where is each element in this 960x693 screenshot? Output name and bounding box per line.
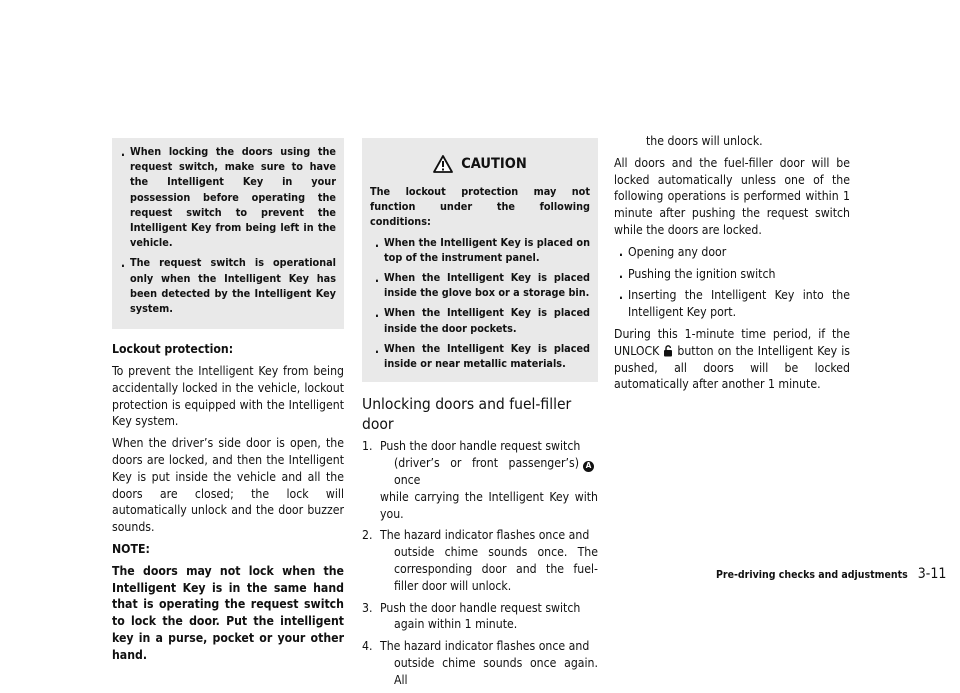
warning-triangle-icon — [433, 155, 453, 173]
step-number: 2. — [362, 528, 373, 543]
column-right — [614, 133, 850, 398]
step-text: Push the door handle request switch — [380, 439, 581, 454]
caution-intro: The lockout protection may not function under the following conditions: — [370, 185, 590, 229]
step-text: Push the door handle request switch — [380, 600, 581, 615]
footer-section-title: Pre-driving checks and adjustments — [716, 569, 908, 581]
caution-item: When the Intelligent Key is placed on top of the instrument panel. — [384, 235, 590, 264]
bullet: . — [374, 306, 380, 321]
caution-box — [362, 138, 598, 382]
step-1 — [362, 438, 598, 522]
step-number: 1. — [362, 439, 373, 454]
list-item — [116, 144, 336, 250]
caution-item: When the Intelligent Key is placed inside the glove box or a storage bin. — [384, 271, 590, 300]
list-item — [370, 235, 590, 265]
page-footer — [716, 563, 946, 582]
list-text: Inserting the Intelligent Key into the Intelligent Key port. — [628, 288, 850, 320]
step-text-cont: outside chime sounds once again. All — [394, 655, 598, 687]
list-item — [370, 270, 590, 300]
bullet: . — [120, 256, 126, 271]
list-item — [370, 305, 590, 335]
bullet: . — [374, 341, 380, 356]
bullet: . — [374, 271, 380, 286]
page-number: 3-11 — [917, 566, 947, 582]
list-text: Opening any door — [628, 244, 727, 259]
paragraph: All doors and the fuel-filler door will be locked automatically unless one of the following operations is performed within 1 minute after pushing the request switch while the doors are locked. — [614, 155, 850, 237]
bullet: . — [618, 288, 624, 303]
step-text-cont: while carrying the Intelligent Key with you. — [380, 489, 598, 521]
step-number: 4. — [362, 639, 373, 654]
column-left — [112, 140, 344, 669]
step-2 — [362, 527, 598, 594]
step-text: The hazard indicator flashes once and — [380, 639, 590, 654]
step-4-continuation: the doors will unlock. — [646, 134, 763, 148]
list-text: Pushing the ignition switch — [628, 266, 776, 281]
bullet: . — [120, 145, 126, 159]
callout-a-icon: A — [583, 461, 594, 472]
column-middle — [362, 140, 598, 693]
important-note-box — [112, 138, 344, 329]
paragraph: To prevent the Intelligent Key from being accidentally locked in the vehicle, lockout protection is equipped with the Intelligent Key system. — [112, 364, 344, 429]
note-label: NOTE: — [112, 542, 150, 556]
bullet: . — [618, 244, 624, 259]
list-item — [370, 341, 590, 371]
list-item — [614, 287, 850, 321]
paragraph: During this 1-minute time period, if the UNLOCK button on the Intelligent Key is pushed, all doors will be locked automatically after another 1 minute. — [614, 326, 850, 392]
bullet: . — [618, 266, 624, 281]
step-number: 3. — [362, 600, 373, 615]
list-item — [614, 244, 850, 261]
step-text-cont: (driver’s or front passenger’s) Aonce — [380, 455, 598, 489]
step-4 — [362, 638, 598, 688]
note-text: The doors may not lock when the Intelligent Key is in the same hand that is operating the request switch to lock the door. Put the intelligent key in a purse, pocket or your other hand. — [112, 563, 344, 662]
step-text: The hazard indicator flashes once and — [380, 528, 590, 543]
caution-header — [370, 144, 590, 184]
note-text: The request switch is operational only when the Intelligent Key has been detected by the Intelligent Key system. — [130, 256, 336, 316]
unlock-icon — [663, 345, 673, 357]
caution-item: When the Intelligent Key is placed inside the door pockets. — [384, 306, 590, 335]
step-text-cont: again within 1 minute. — [394, 617, 518, 632]
note-text: When locking the doors using the request switch, make sure to have the Intelligent Key in your possession before operating the request switch to prevent the Intelligent Key from being left in the vehicle. — [130, 145, 336, 250]
step-3 — [362, 600, 598, 634]
bullet: . — [374, 235, 380, 250]
lockout-heading: Lockout protection: — [112, 342, 234, 357]
section-title: Unlocking doors and fuel-filler door — [362, 395, 572, 434]
step-text-cont: outside chime sounds once. The corresponding door and the fuel-filler door will unlock. — [394, 545, 598, 593]
caution-item: When the Intelligent Key is placed inside or near metallic materials. — [384, 341, 590, 371]
list-item — [614, 266, 850, 283]
caution-title: CAUTION — [461, 155, 527, 172]
list-item — [116, 255, 336, 316]
paragraph: When the driver’s side door is open, the doors are locked, and then the Intelligent Key is put inside the vehicle and all the doors are closed; the lock will automatically unlock and the door buzzer sounds. — [112, 436, 344, 535]
